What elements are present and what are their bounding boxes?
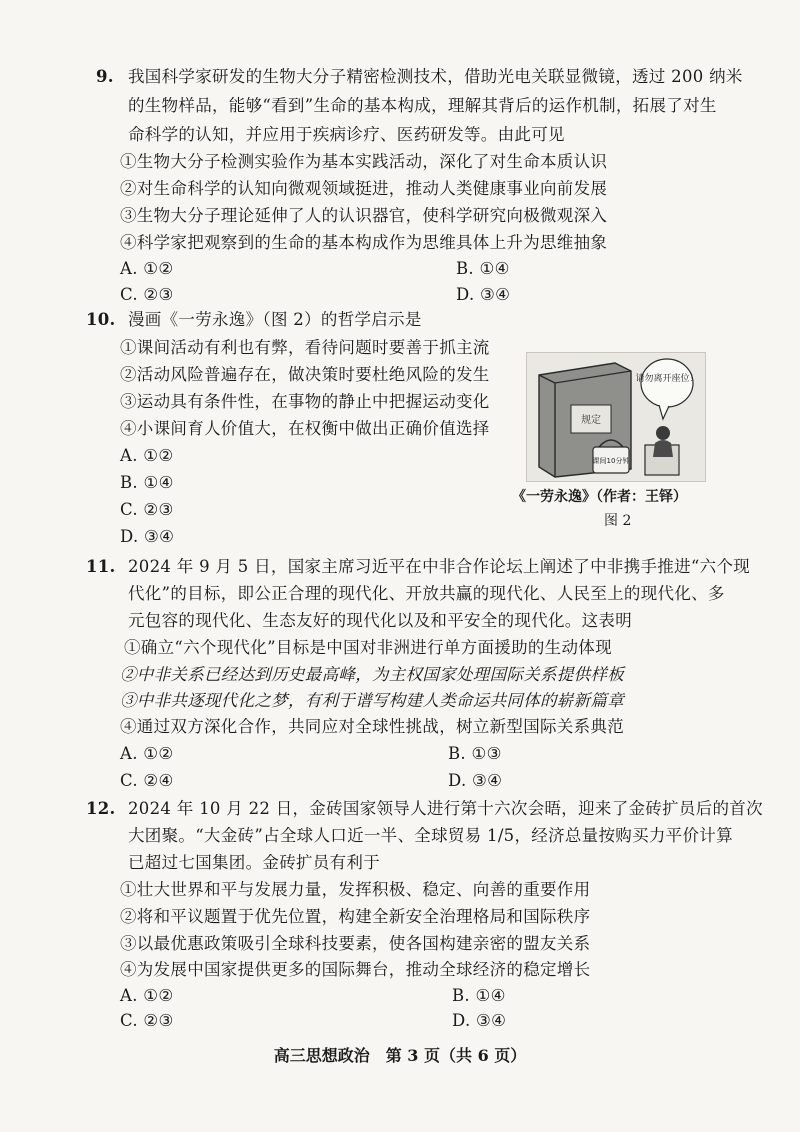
q9-number: 9. [96, 67, 114, 86]
q12-statement-4: ④为发展中国家提供更多的国际舞台，推动全球经济的稳定增长 [120, 960, 591, 979]
q10-statement-2: ②活动风险普遍存在，做决策时要杜绝风险的发生 [120, 365, 490, 384]
q9-option-c[interactable]: C. ②③ [120, 285, 174, 304]
bubble-text: 请勿离开座位！ [635, 374, 699, 384]
q9-option-b[interactable]: B. ①④ [456, 259, 510, 278]
q10-statement-4: ④小课间育人价值大，在权衡中做出正确价值选择 [120, 419, 490, 438]
q12-option-d[interactable]: D. ③④ [452, 1011, 507, 1030]
figure-caption: 《一劳永逸》（作者：王铎） [512, 489, 687, 505]
q9-statement-3: ③生物大分子理论延伸了人的认识器官，使科学研究向极微观深入 [120, 206, 608, 225]
q9-statement-2: ②对生命科学的认知向微观领域挺进，推动人类健康事业向前发展 [120, 179, 608, 198]
q10-option-c[interactable]: C. ②③ [120, 500, 174, 519]
q11-statement-3: ③中非共逐现代化之梦，有利于谱写构建人类命运共同体的崭新篇章 [120, 691, 624, 710]
q12-statement-1: ①壮大世界和平与发展力量，发挥积极、稳定、向善的重要作用 [120, 880, 591, 899]
q12-stem-line-2: 大团聚。“大金砖”占全球人口近一半、全球贸易 1/5，经济总量按购买力平价计算 [128, 826, 733, 845]
q11-statement-1: ①确立“六个现代化”目标是中国对非洲进行单方面援助的生动体现 [124, 638, 612, 657]
q9-option-a[interactable]: A. ①② [120, 259, 174, 278]
q12-option-a[interactable]: A. ①② [120, 986, 174, 1005]
figure-label: 图 2 [604, 513, 632, 529]
q9-stem-line-2: 的生物样品，能够“看到”生命的基本构成，理解其背后的运作机制，拓展了对生 [128, 96, 717, 115]
q10-statement-3: ③运动具有条件性，在事物的静止中把握运动变化 [120, 392, 490, 411]
q9-stem-line-3: 命科学的认知，并应用于疾病诊疗、医药研发等。由此可见 [128, 125, 565, 144]
q12-statement-3: ③以最优惠政策吸引全球科技要素，使各国构建亲密的盟友关系 [120, 934, 591, 953]
q11-statement-2: ②中非关系已经达到历史最高峰，为主权国家处理国际关系提供样板 [120, 665, 624, 684]
q12-statement-2: ②将和平议题置于优先位置，构建全新安全治理格局和国际秩序 [120, 907, 591, 926]
q11-stem-line-3: 元包容的现代化、生态友好的现代化以及和平安全的现代化。这表明 [128, 611, 632, 630]
q11-option-b[interactable]: B. ①③ [448, 744, 502, 763]
q12-stem-line-3: 已超过七国集团。金砖扩员有利于 [128, 853, 380, 872]
q12-number: 12. [86, 799, 116, 818]
q9-stem-line-1: 我国科学家研发的生物大分子精密检测技术，借助光电关联显微镜，透过 200 纳米 [128, 67, 743, 86]
q10-option-a[interactable]: A. ①② [120, 446, 174, 465]
q12-option-c[interactable]: C. ②③ [120, 1011, 174, 1030]
q12-option-b[interactable]: B. ①④ [452, 986, 506, 1005]
q11-stem-line-1: 2024 年 9 月 5 日，国家主席习近平在中非合作论坛上阐述了中非携手推进“六个现 [128, 557, 751, 576]
q10-statement-1: ①课间活动有利也有弊，看待问题时要善于抓主流 [120, 338, 490, 357]
q11-number: 11. [86, 557, 116, 576]
q12-stem-line-1: 2024 年 10 月 22 日，金砖国家领导人进行第十六次会晤，迎来了金砖扩员后的首次 [128, 799, 763, 818]
q10-option-d[interactable]: D. ③④ [120, 527, 175, 546]
q10-stem: 漫画《一劳永逸》（图 2）的哲学启示是 [128, 310, 422, 329]
q9-statement-1: ①生物大分子检测实验作为基本实践活动，深化了对生命本质认识 [120, 152, 608, 171]
q11-stem-line-2: 代化”的目标，即公正合理的现代化、开放共赢的现代化、人民至上的现代化、多 [128, 584, 725, 603]
q11-statement-4: ④通过双方深化合作，共同应对全球性挑战，树立新型国际关系典范 [120, 717, 624, 736]
q10-number: 10. [86, 310, 116, 329]
book-label-text: 规定 [581, 415, 601, 426]
cartoon-figure [526, 352, 706, 482]
page-footer: 高三思想政治 第 3 页（共 6 页） [273, 1046, 527, 1065]
q11-option-c[interactable]: C. ②④ [120, 771, 174, 790]
q11-option-d[interactable]: D. ③④ [448, 771, 503, 790]
q11-option-a[interactable]: A. ①② [120, 744, 174, 763]
student-head [656, 426, 670, 440]
q9-statement-4: ④科学家把观察到的生命的基本构成作为思维具体上升为思维抽象 [120, 233, 608, 252]
student-body [653, 440, 673, 457]
q10-option-b[interactable]: B. ①④ [120, 473, 174, 492]
q9-option-d[interactable]: D. ③④ [456, 285, 511, 304]
bag-label: 课间10分钟 [592, 457, 630, 465]
cartoon-illustration [527, 353, 705, 481]
